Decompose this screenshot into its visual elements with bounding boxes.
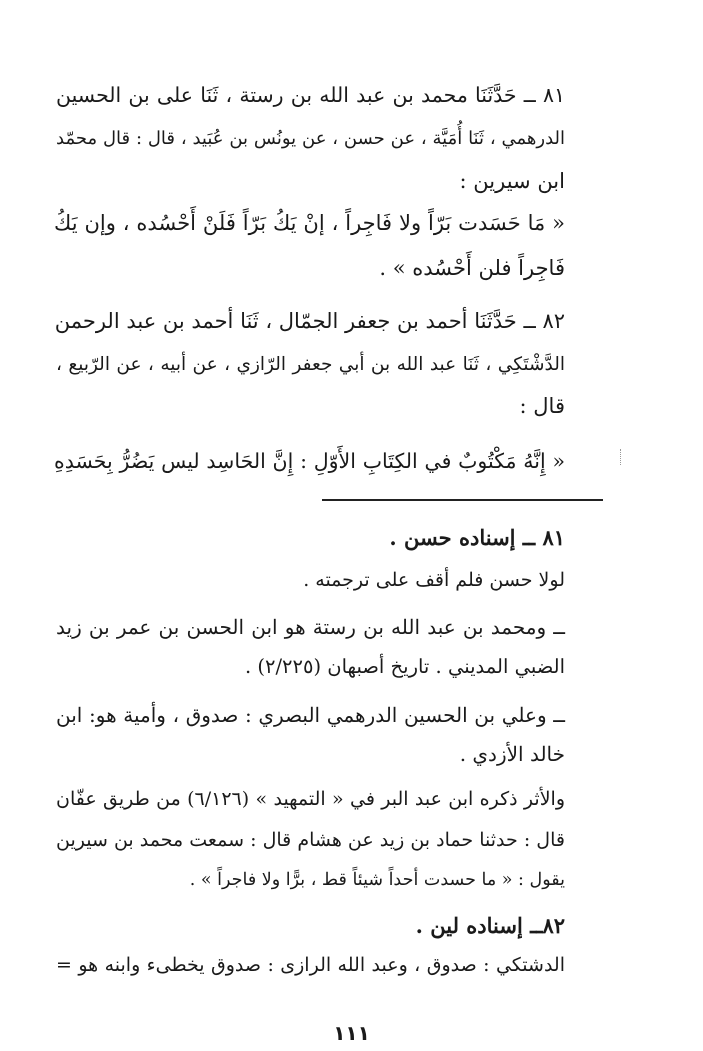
note-line-6: والأثر ذكره ابن عبد البر في « التمهيد » (٦/١٢٦) من طريق عفّان — [56, 788, 565, 810]
footnote-separator — [322, 499, 603, 501]
main-line-1: ٨١ ــ حَدَّثَنَا محمد بن عبد الله بن رستة ، ثَنَا على بن الحسين — [56, 83, 565, 107]
note-heading-82: ٨٢ــ إسناده لين . — [415, 913, 565, 938]
note-line-4: ــ وعلي بن الحسين الدرهمي البصري : صدوق ، وأمية هو: ابن — [56, 703, 565, 727]
note-heading-81: ٨١ ــ إسناده حسن . — [389, 525, 565, 550]
main-line-3: ابن سيرين : — [459, 169, 565, 193]
note-line-2: ــ ومحمد بن عبد الله بن رستة هو ابن الحسن بن عمر بن زيد — [56, 615, 565, 639]
quote-line-3: « إِنَّهُ مَكْتُوبٌ في الكِتَابِ الأَوّلِ : إِنَّ الحَاسِد ليس يَضُرُّ بِحَسَدِهِ — [54, 449, 565, 473]
note-line-5: خالد الأزدي . — [459, 742, 565, 766]
note-line-3: الضبي المديني . تاريخ أصبهان (٢/٢٢٥) . — [244, 655, 565, 678]
note-line-9: الدشتكي : صدوق ، وعبد الله الرازى : صدوق يخطىء وابنه هو = — [56, 954, 565, 976]
page-number: ١١١ — [333, 1021, 370, 1045]
margin-mark — [620, 449, 625, 465]
main-line-4: ٨٢ ــ حَدَّثَنَا أحمد بن جعفر الجمّال ، ثَنَا أحمد بن عبد الرحمن — [54, 309, 565, 333]
note-line-1: لولا حسن فلم أقف على ترجمته . — [303, 569, 565, 591]
note-line-7: قال : حدثنا حماد بن زيد عن هشام قال : سمعت محمد بن سيرين — [56, 829, 565, 851]
main-line-2: الدرهمي ، ثَنَا أُمَيَّة ، عن حسن ، عن يونُس بن عُبَيد ، قال : قال محمّد — [56, 128, 565, 149]
note-line-8: يقول : « ما حسدت أحداً شيئاً قط ، برًّا ولا فاجراً » . — [189, 870, 565, 890]
quote-line-2: فَاجِراً فلن أَحْسُده » . — [379, 256, 565, 280]
quote-line-1: « مَا حَسَدت بَرّاً ولا فَاجِراً ، إنْ يَكُ بَرّاً فَلَنْ أَحْسُده ، وإن يَكُ — [54, 211, 565, 235]
main-line-6: قال : — [519, 394, 565, 418]
main-line-5: الدَّشْتَكِي ، ثَنَا عبد الله بن أبي جعفر الرّازي ، عن أبيه ، عن الرّبيع ، — [56, 354, 565, 375]
